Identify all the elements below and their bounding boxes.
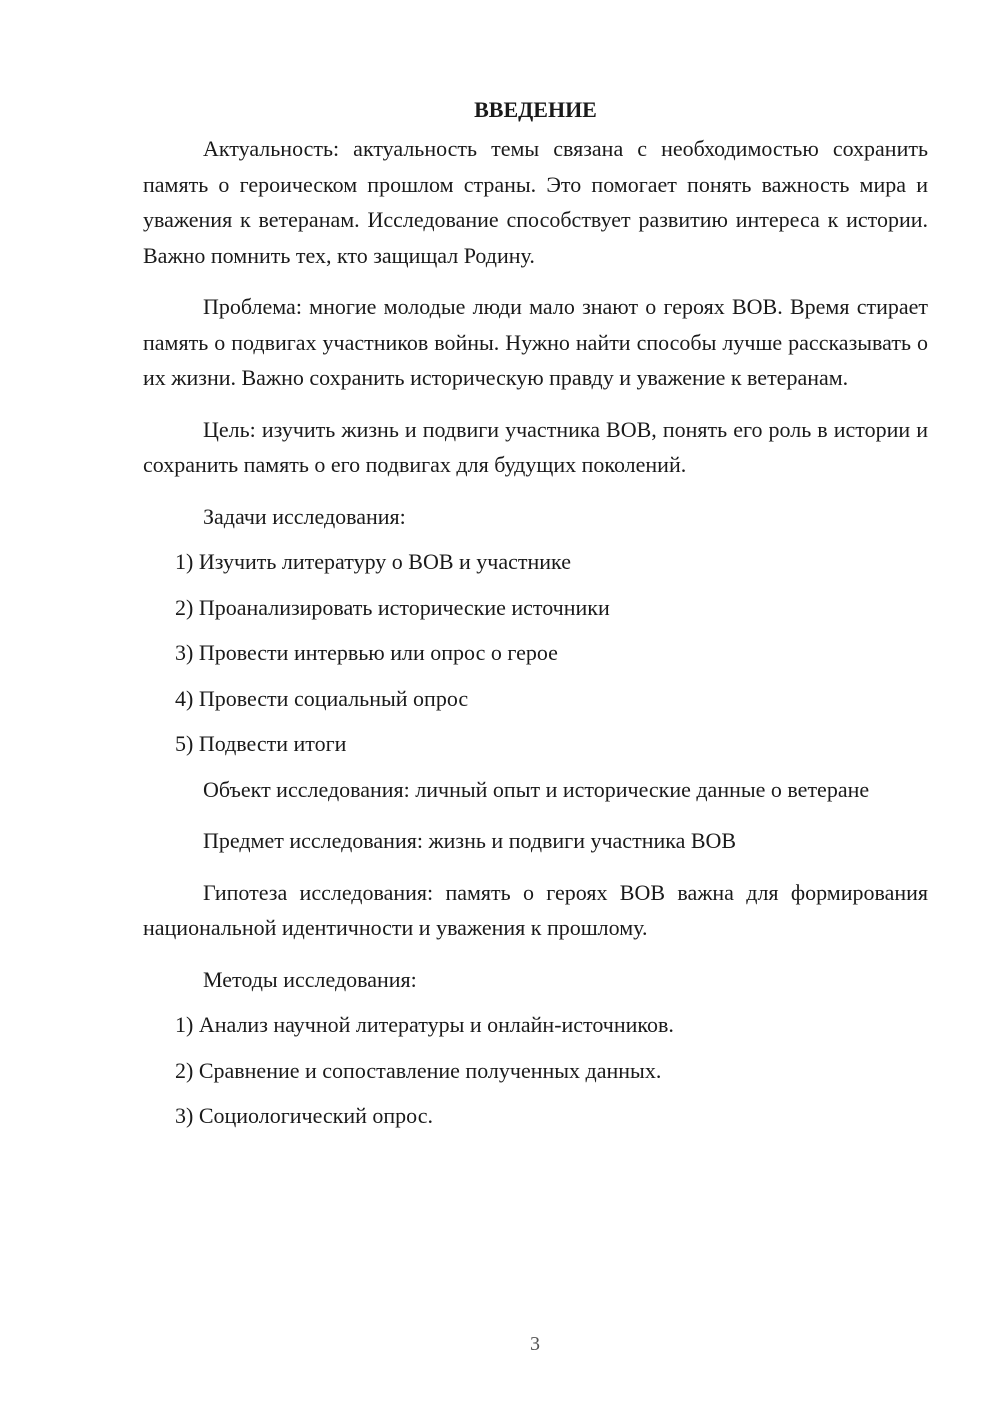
object-paragraph: Объект исследования: личный опыт и исторические данные о ветеране [203, 776, 870, 802]
list-item: 3) Провести интервью или опрос о герое [175, 640, 558, 665]
list-item: 4) Провести социальный опрос [175, 685, 469, 711]
list-item: 1) Изучить литературу о ВОВ и участнике [175, 549, 571, 574]
subject-paragraph: Предмет исследования: жизнь и подвиги участника ВОВ [203, 828, 737, 853]
section-title: ВВЕДЕНИЕ [474, 97, 597, 122]
list-item: 3) Социологический опрос. [175, 1103, 433, 1128]
tasks-list [143, 544, 928, 762]
methods-label: Методы исследования: [203, 966, 417, 992]
list-item: 2) Сравнение и сопоставление полученных данных. [175, 1057, 662, 1083]
list-item: 1) Анализ научной литературы и онлайн-источников. [175, 1012, 674, 1037]
list-item: 2) Проанализировать исторические источники [175, 594, 610, 620]
problem-paragraph: Проблема: многие молодые люди мало знают о героях ВОВ. Время стирает память о подвигах участников войны. Нужно найти способы лучше рассказывать о их жизни. Важно сохранить историческую правду и уважение к ветеранам. [143, 294, 928, 390]
page-number: 3 [530, 1333, 540, 1355]
list-item: 5) Подвести итоги [175, 731, 347, 756]
goal-paragraph: Цель: изучить жизнь и подвиги участника ВОВ, понять его роль в истории и сохранить память о его подвигах для будущих поколений. [143, 416, 928, 477]
relevance-paragraph: Актуальность: актуальность темы связана с необходимостью сохранить память о героическом прошлом страны. Это помогает понять важность мира и уважения к ветеранам. Исследование способствует развитию интереса к истории. Важно помнить тех, кто защищал Родину. [143, 136, 928, 268]
tasks-label: Задачи исследования: [203, 503, 406, 529]
methods-list [143, 1007, 928, 1134]
hypothesis-paragraph: Гипотеза исследования: память о героях ВОВ важна для формирования национальной идентичности и уважения к прошлому. [143, 879, 928, 940]
page-content [143, 93, 928, 1144]
